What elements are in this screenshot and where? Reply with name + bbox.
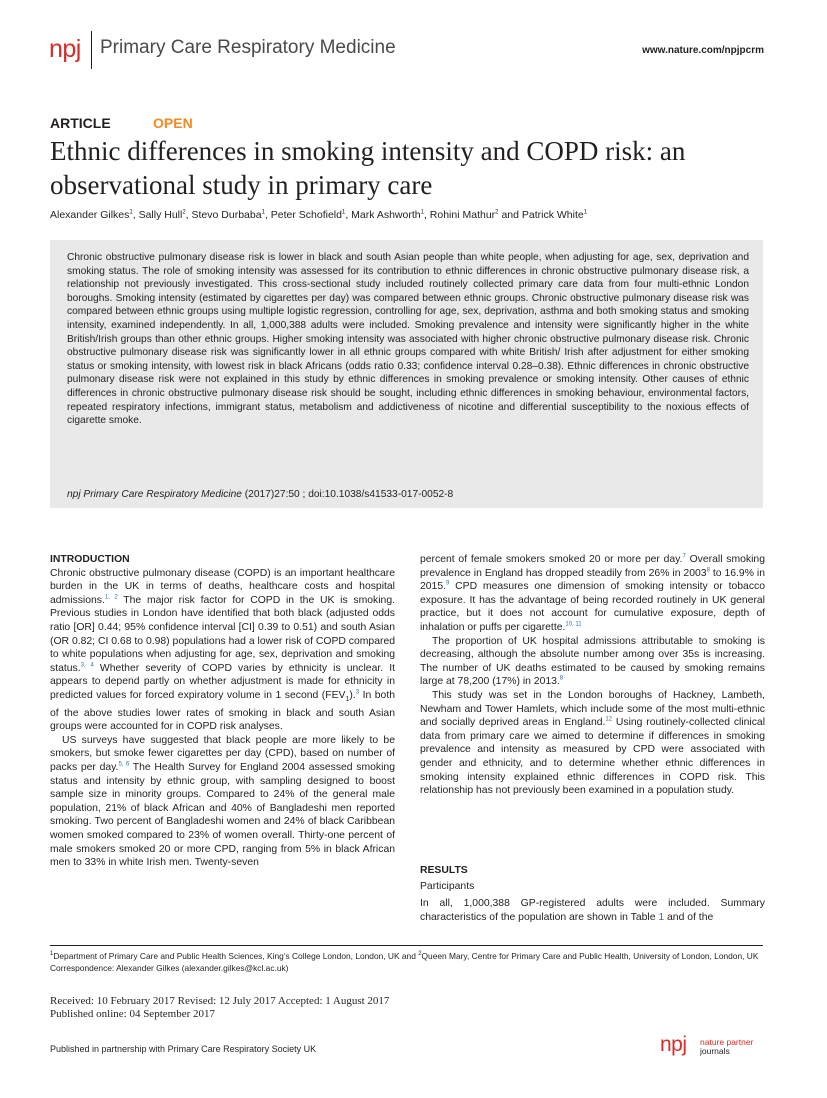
reference-link[interactable]: 1, 2 bbox=[104, 594, 118, 601]
article-title: Ethnic differences in smoking intensity and COPD risk: an observational study in primary care bbox=[50, 136, 686, 200]
nature-partner-journals-logo: npj nature partner journals bbox=[660, 1033, 754, 1056]
reference-link[interactable]: 9 bbox=[446, 580, 450, 587]
intro-paragraph-2: US surveys have suggested that black people are more likely to be smokers, but smoke fewer cigarettes per day (CPD), based on number of packs per day.$^{5, 6}$ The Health Survey for England 2004 assessed smoking status and intensity by ethnic group, with sampling designed to boost sample size in minority groups. Compared to 24% of the general male population, 21% of black African and 40% of Bangladeshi men reported smoking. Two percent of Bangladeshi women and 24% of black Caribbean women smoked compared to 23% of women overall. Thirty-one percent of male smokers smoked 20 or more CPD, ranging from 5% in black African men to 33% in white Irish men. Twenty-seven bbox=[50, 734, 395, 869]
intro-heading: INTRODUCTION bbox=[50, 554, 130, 565]
partnership-note: Published in partnership with Primary Care Respiratory Society UK bbox=[50, 1044, 317, 1054]
logo-divider bbox=[91, 31, 92, 69]
right-paragraph-2: The proportion of UK hospital admissions attributable to smoking is decreasing, although the absolute number among over 35s is increasing. The number of UK deaths estimated to be caused by smoking remains large at 78,200 (17%) in 2013.$^8$ bbox=[420, 635, 765, 688]
intro-column bbox=[50, 553, 395, 870]
author[interactable]: Mark Ashworth bbox=[351, 209, 421, 221]
author[interactable]: Stevo Durbaba bbox=[191, 209, 262, 221]
reference-link[interactable]: 8 bbox=[559, 675, 564, 682]
footer-divider bbox=[50, 945, 763, 946]
authors-and: and bbox=[501, 209, 519, 221]
npj-logo: npj bbox=[49, 35, 81, 63]
received-dates: Received: 10 February 2017 Revised: 12 July 2017 Accepted: 1 August 2017 bbox=[50, 995, 390, 1007]
intro-column-continued bbox=[420, 553, 765, 798]
author[interactable]: Peter Schofield bbox=[270, 209, 342, 221]
author[interactable]: Alexander Gilkes bbox=[50, 209, 130, 221]
open-access-label: OPEN bbox=[153, 115, 193, 131]
reference-link[interactable]: 10, 11 bbox=[565, 621, 582, 628]
reference-link[interactable]: 7 bbox=[682, 553, 686, 560]
author[interactable]: Rohini Mathur bbox=[429, 209, 496, 221]
published-date: Published online: 04 September 2017 bbox=[50, 1008, 215, 1020]
intro-paragraph-1: Chronic obstructive pulmonary disease (COPD) is an important healthcare burden in the UK in terms of deaths, healthcare costs and hospital admissions.$^{1, 2}$ The major risk factor for COPD in the UK is smoking. Previous studies in London have identified that both black (adjusted odds ratio [OR] 0.44; 95% confidence interval [CI] 0.39 to 0.51) and south Asian (OR 0.82; CI 0.68 to 0.98) populations had a lower risk of COPD compared to white populations when adjusting for age, sex, deprivation and smoking status.$^{3, 4}$ Whether severity of COPD varies by ethnicity is unclear. It appears to depend partly on whether adjustment is made for ethnicity in predicted values for forced expiratory volume in 1 second $(FEV_1).^3$ In both of the above studies lower rates of smoking in black and south Asian groups were accounted for in COPD risk analyses. bbox=[50, 567, 395, 733]
author-list: Alexander Gilkes$^1$, Sally Hull$^2$, Stevo Durbaba$^1$, Peter Schofield$^1$, Mark Ashworth$^1$, Rohini Mathur$^2$ and Patrick White$^1$ bbox=[50, 209, 588, 221]
results-paragraph: In all, 1,000,388 GP-registered adults were included. Summary characteristics of the population are shown in Table 1 and of the bbox=[420, 898, 765, 923]
citation-journal: npj Primary Care Respiratory Medicine bbox=[67, 489, 242, 500]
affiliations: $^1$Department of Primary Care and Public Health Sciences, King’s College London, London, UK and $^2$Queen Mary, Centre for Primary Care and Public Health, University of London, London, UK Correspondence: Alexander Gilkes (alexander.gilkes@kcl.ac.uk) bbox=[50, 950, 763, 974]
table-link[interactable]: 1 bbox=[658, 911, 665, 923]
author[interactable]: Patrick White bbox=[521, 209, 584, 221]
reference-link[interactable]: 8 bbox=[706, 567, 710, 574]
author[interactable]: Sally Hull bbox=[138, 209, 183, 221]
abstract-text: Chronic obstructive pulmonary disease risk is lower in black and south Asian people than white people, when adjusting for age, sex, deprivation and smoking status. The role of smoking intensity was assessed for its contribution to ethnic differences in chronic obstructive pulmonary disease risk, a relationship not previously investigated. This cross-sectional study included routinely collected primary care data from four multi-ethnic London boroughs. Smoking intensity (estimated by cigarettes per day) was compared between ethnic groups. Chronic obstructive pulmonary disease risk was compared between ethnic groups using multiple logistic regression, controlling for age, sex, deprivation, asthma and both smoking status and smoking intensity, examined independently. In all, 1,000,388 adults were included. Smoking prevalence and intensity were significantly higher in the white British/Irish groups than other ethnic groups. Higher smoking intensity was associated with higher chronic obstructive pulmonary disease risk. Chronic obstructive pulmonary disease risk was significantly lower in all ethnic groups compared with white British/ Irish after adjustment for either smoking status or smoking intensity, with lowest risk in black Africans (odds ratio 0.33; confidence interval 0.28–0.38). Ethnic differences in chronic obstructive pulmonary disease risk were not explained in this study by ethnic differences in smoking prevalence or smoking intensity. Other causes of ethnic differences in chronic obstructive pulmonary disease risk should be sought, including ethnic differences in smoking behaviour, environmental factors, repeated respiratory infections, immigrant status, metabolism and addictiveness of nicotine and differential susceptibility to the noxious effects of cigarette smoke. bbox=[67, 252, 749, 427]
reference-link[interactable]: 12 bbox=[605, 716, 613, 723]
right-paragraph-3: This study was set in the London boroughs of Hackney, Lambeth, Newham and Tower Hamlets, which include some of the most multi-ethnic and socially deprived areas in England.$^{12}$ Using routinely-collected clinical data from primary care we aimed to determine if differences in smoking prevalence and intensity as measured by CPD were associated with gender and ethnicity, and to determine whether ethnic differences in smoking intensity explained ethnic differences in COPD risk. This relationship has not previously been examined in a population study. bbox=[420, 689, 766, 797]
citation-doi[interactable]: (2017)27:50 ; doi:10.1038/s41533-017-0052-8 bbox=[241, 489, 454, 500]
journal-url[interactable]: www.nature.com/npjpcrm bbox=[642, 45, 764, 56]
reference-link[interactable]: 3, 4 bbox=[80, 662, 94, 669]
reference-link[interactable]: 3 bbox=[355, 689, 360, 696]
journal-name: Primary Care Respiratory Medicine bbox=[100, 37, 396, 58]
results-heading: RESULTS bbox=[420, 865, 468, 876]
participants-subheading: Participants bbox=[420, 881, 475, 892]
right-paragraph-1: percent of female smokers smoked 20 or more per day.$^7$ Overall smoking prevalence in England has dropped steadily from 26% in 2003$^8$ to 16.9% in 2015.$^9$ CPD measures one dimension of smoking intensity or tobacco exposure. It has the advantage of being recorded routinely in UK general practice, but it does not account for cumulative exposure, depth of inhalation or puffs per cigarette.$^{10, 11}$ bbox=[420, 553, 765, 633]
article-dates bbox=[50, 995, 389, 1021]
citation-line bbox=[67, 489, 453, 500]
article-type-label: ARTICLE bbox=[50, 115, 111, 131]
reference-link[interactable]: 5, 6 bbox=[118, 761, 130, 768]
correspondence: Correspondence: Alexander Gilkes (alexander.gilkes@kcl.ac.uk) bbox=[50, 963, 289, 973]
